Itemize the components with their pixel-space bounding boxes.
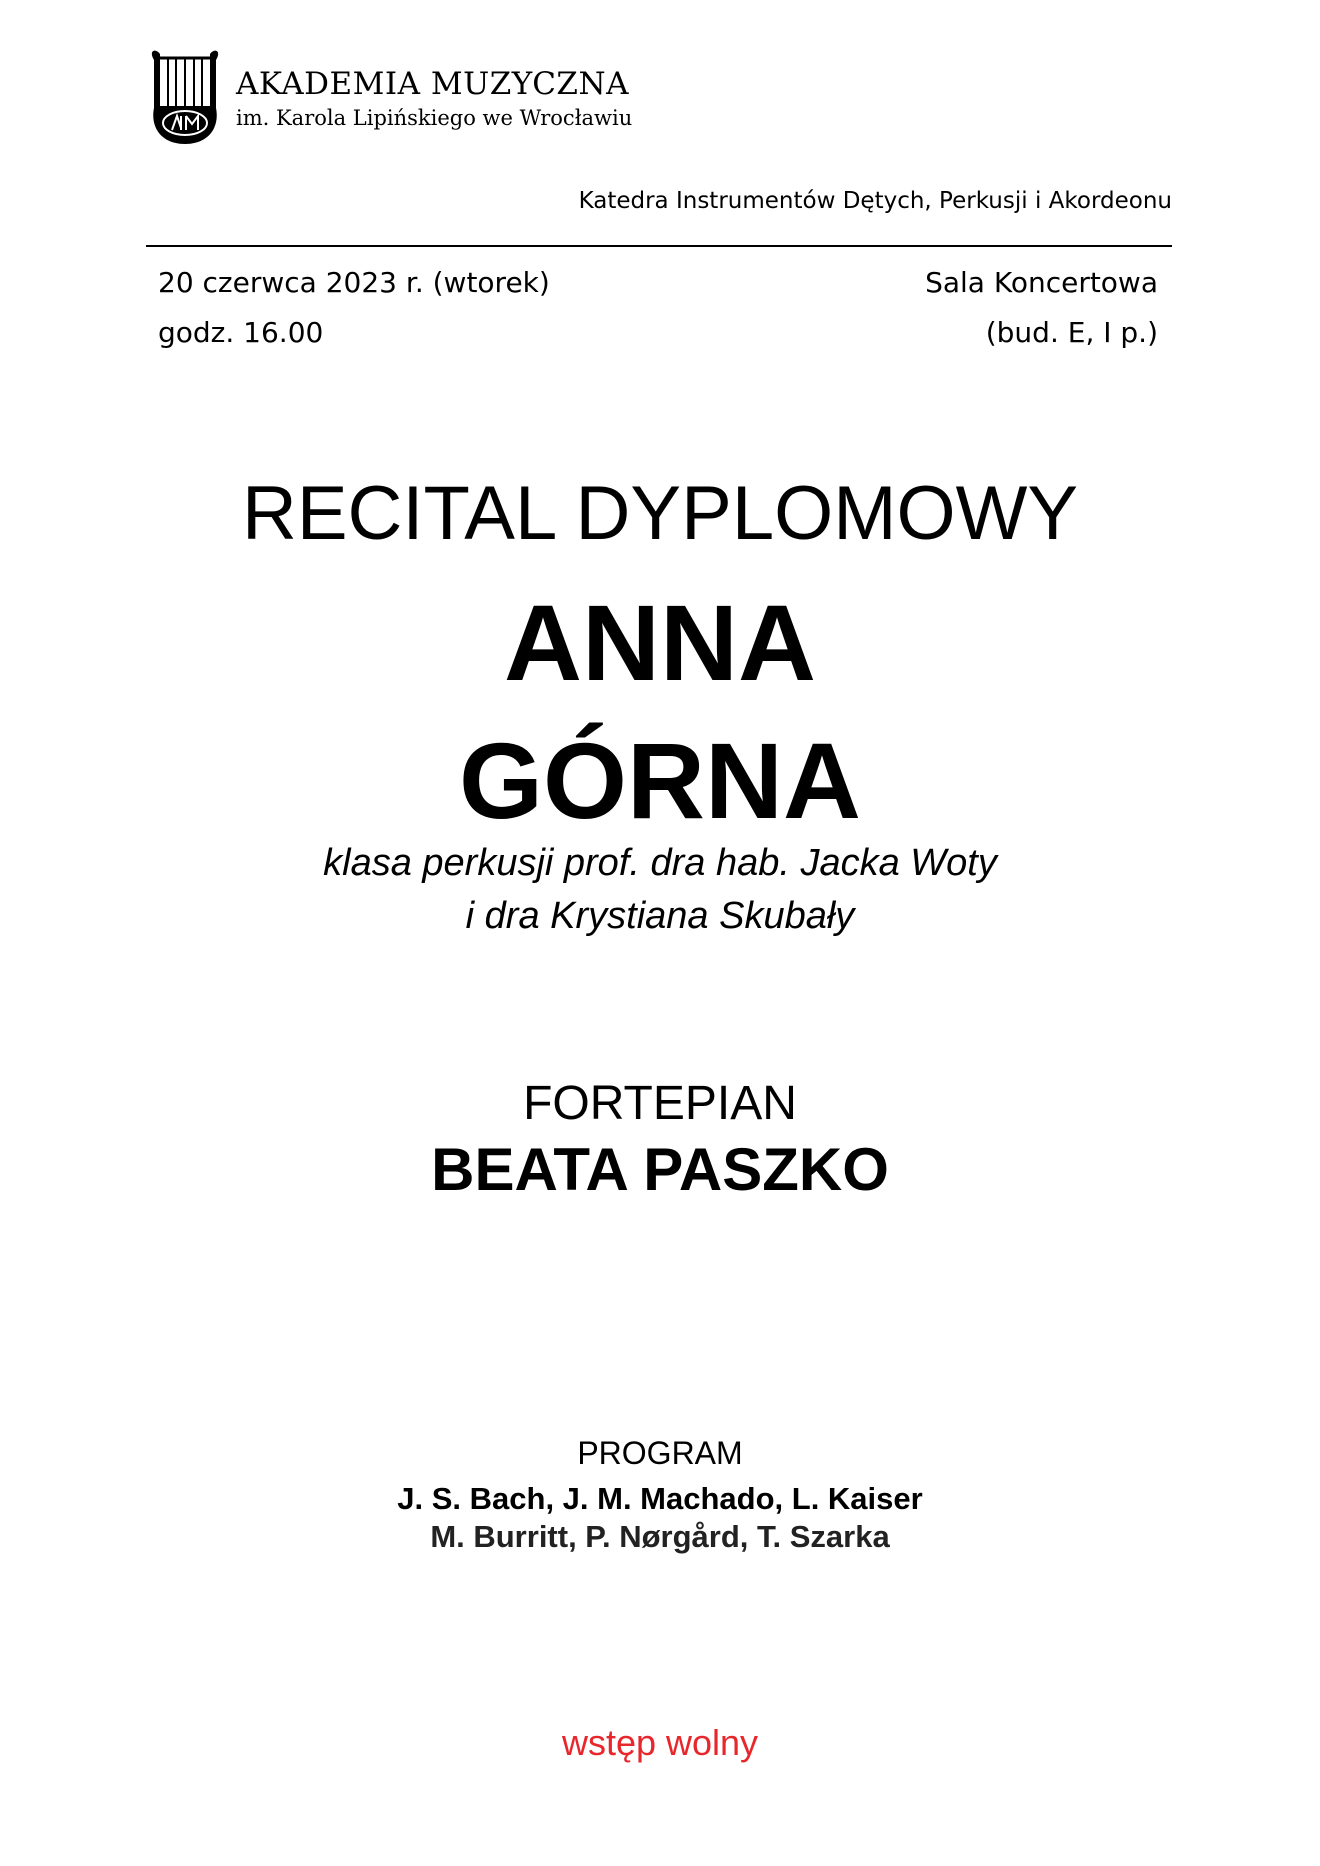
lyre-logo-icon — [148, 48, 222, 148]
admission-note: wstęp wolny — [561, 1722, 759, 1763]
department-name: Katedra Instrumentów Dętych, Perkusji i Akordeonu — [578, 188, 1172, 214]
recital-title: RECITAL DYPLOMOWY — [241, 471, 1079, 556]
class-line-1: klasa perkusji prof. dra hab. Jacka Woty — [323, 842, 997, 884]
institution-name: AKADEMIA MUZYCZNA — [236, 66, 629, 102]
class-line-2: i dra Krystiana Skubały — [465, 895, 855, 937]
event-venue: Sala Koncertowa — [925, 266, 1158, 299]
accompaniment-label: FORTEPIAN — [523, 1077, 797, 1130]
program-composers-line-2: M. Burritt, P. Nørgård, T. Szarka — [430, 1519, 890, 1554]
performer-first-name: ANNA — [504, 582, 816, 703]
event-date: 20 czerwca 2023 r. (wtorek) — [158, 266, 550, 299]
program-heading: PROGRAM — [577, 1435, 743, 1471]
institution-subtitle: im. Karola Lipińskiego we Wrocławiu — [236, 106, 633, 130]
accompanist-name: BEATA PASZKO — [431, 1136, 889, 1203]
program-composers-line-1: J. S. Bach, J. M. Machado, L. Kaiser — [397, 1481, 923, 1516]
header-divider — [146, 245, 1172, 247]
performer-last-name: GÓRNA — [459, 720, 861, 841]
event-time: godz. 16.00 — [158, 316, 324, 349]
event-venue-detail: (bud. E, I p.) — [985, 316, 1158, 349]
